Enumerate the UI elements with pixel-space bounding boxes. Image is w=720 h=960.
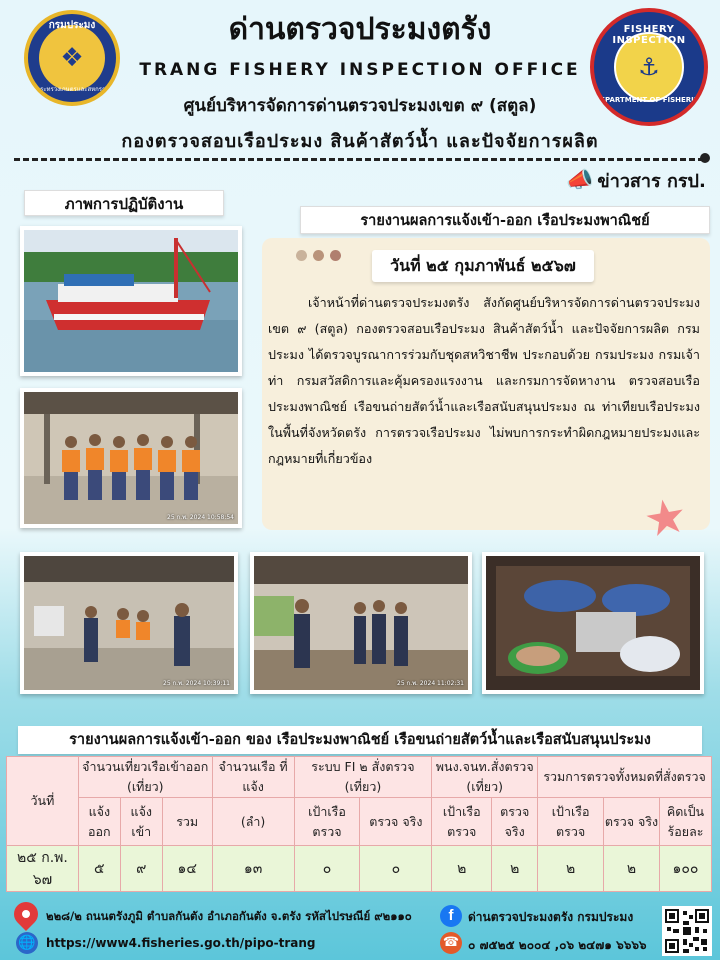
photo-pier-briefing [20, 552, 238, 694]
starfish-icon: ★ [639, 486, 692, 550]
seal-left-bottom-text: กระทรวงเกษตรและสหกรณ์ [36, 86, 108, 93]
center-subtitle: ศูนย์บริหารจัดการด่านตรวจประมงเขต ๙ (สตูล) [183, 96, 537, 116]
photo-timestamp: 25 ก.พ. 2024 10:58:54 [167, 513, 234, 521]
badge-top-text: FISHERY INSPECTION [612, 24, 686, 46]
stats-table [6, 756, 712, 892]
cell-pnc-target: ๒ [432, 846, 492, 892]
footer-address: ๒๒๘/๒ ถนนตรังภูมิ ตำบลกันตัง อำเภอกันตัง จ.ตรัง รหัสไปรษณีย์ ๙๒๑๑๐ [46, 909, 412, 923]
photo-officers-meeting [250, 552, 472, 694]
subheader-pnc-target: เป้าเรือ ตรวจ [432, 798, 492, 846]
header-day: วันที่ [7, 757, 79, 846]
header-fi2: ระบบ FI ๒ สั่งตรวจ (เที่ยว) [294, 757, 432, 798]
photo-fishing-boat [20, 226, 242, 376]
officers-meeting-image [254, 556, 468, 690]
badge-bottom-text: DEPARTMENT OF FISHERIES [594, 96, 704, 104]
globe-icon: 🌐 [16, 932, 38, 954]
facebook-icon[interactable]: f [440, 905, 462, 927]
divider-end-dot [700, 153, 710, 163]
dot-icon [313, 250, 324, 261]
subheader-out: แจ้ง ออก [78, 798, 120, 846]
cell-boats: ๑๓ [212, 846, 294, 892]
table-row [7, 846, 712, 892]
anchor-wings-icon: ⚓ [614, 32, 684, 102]
pier-briefing-image [24, 556, 234, 690]
deity-emblem-icon: ❖ [39, 25, 105, 91]
dot-icon [330, 250, 341, 261]
qr-code[interactable] [662, 906, 712, 956]
division-subtitle: กองตรวจสอบเรือประมง สินค้าสัตว์น้ำ และปัจจัยการผลิต [121, 131, 599, 152]
cell-out: ๕ [78, 846, 120, 892]
photo-catch-inspection [482, 552, 704, 694]
cell-sum: ๑๔ [162, 846, 212, 892]
subheader-total-actual: ตรวจ จริง [604, 798, 660, 846]
table-subheader-row [7, 798, 712, 846]
cell-total-actual: ๒ [604, 846, 660, 892]
header-divider [14, 158, 704, 161]
office-title-thai: ด่านตรวจประมงตรัง [228, 12, 492, 47]
decorative-dots [296, 250, 341, 261]
subheader-total-target: เป้าเรือ ตรวจ [538, 798, 604, 846]
header-pnc: พนง.จนท.สั่งตรวจ (เที่ยว) [432, 757, 538, 798]
cell-in: ๙ [120, 846, 162, 892]
dot-icon [296, 250, 307, 261]
photo-inspection-team [20, 388, 242, 528]
location-pin-icon [9, 897, 43, 931]
cell-fi2-actual: ๐ [360, 846, 432, 892]
subheader-in: แจ้ง เข้า [120, 798, 162, 846]
header-total: รวมการตรวจทั้งหมดที่สั่งตรวจ [538, 757, 712, 798]
office-title-english: TRANG FISHERY INSPECTION OFFICE [139, 60, 581, 80]
subheader-pnc-actual: ตรวจ จริง [492, 798, 538, 846]
header-boats: จำนวนเรือ ที่แจ้ง [212, 757, 294, 798]
seal-left-top-text: กรมประมง [48, 20, 96, 31]
subheader-sum: รวม [162, 798, 212, 846]
news-tag-label: ข่าวสาร กรป. [597, 171, 706, 192]
photo-timestamp: 25 ก.พ. 2024 11:02:31 [397, 679, 464, 687]
subheader-fi2-target: เป้าเรือ ตรวจ [294, 798, 360, 846]
footer-facebook-link[interactable]: ด่านตรวจประมงตรัง กรมประมง [468, 910, 634, 924]
stats-table-title: รายงานผลการแจ้งเข้า-ออก ของ เรือประมงพาณิชย์ เรือขนถ่ายสัตว์น้ำและเรือสนับสนุนประมง [18, 726, 702, 754]
inspection-team-image [24, 392, 238, 524]
phone-icon: ☎ [440, 932, 462, 954]
megaphone-icon: 📣 [566, 168, 594, 193]
subheader-fi2-actual: ตรวจ จริง [360, 798, 432, 846]
fishery-inspection-badge [590, 8, 708, 126]
report-label: รายงานผลการแจ้งเข้า-ออก เรือประมงพาณิชย์ [300, 206, 710, 234]
photo-timestamp: 25 ก.พ. 2024 10:39:11 [163, 679, 230, 687]
footer-website-link[interactable]: https://www4.fisheries.go.th/pipo-trang [46, 936, 316, 950]
report-body: เจ้าหน้าที่ด่านตรวจประมงตรัง สังกัดศูนย์บริหารจัดการด่านตรวจประมง เขต ๙ (สตูล) กองตรวจสอบเรือประมง สินค้าสัตว์น้ำ และปัจจัยการผลิต กรมประมง ได้ตรวจบูรณาการร่วมกับชุดสหวิชาชีพ ประกอบด้วย กรมประมง กรมเจ้าท่า กรมสวัสดิการและคุ้มครองแรงงาน และกรมการจัดหางาน ตรวจสอบเรือประมงพาณิชย์ เรือขนถ่ายสัตว์น้ำและเรือสนับสนุนประมง ณ ท่าเทียบเรือประมงในพื้นที่จังหวัดตรัง การตรวจเรือประมง ไม่พบการกระทำผิดกฎหมายประมงและกฎหมายที่เกี่ยวข้อง [268, 295, 700, 466]
cell-total-pct: ๑๐๐ [659, 846, 711, 892]
news-tag [566, 166, 706, 195]
catch-inspection-image [486, 556, 700, 690]
subheader-unit: (ลำ) [212, 798, 294, 846]
subheader-total-pct: คิดเป็น ร้อยละ [659, 798, 711, 846]
cell-pnc-actual: ๒ [492, 846, 538, 892]
report-date: วันที่ ๒๕ กุมภาพันธ์ ๒๕๖๗ [372, 250, 594, 282]
header-trips: จำนวนเที่ยวเรือเข้าออก (เที่ยว) [78, 757, 212, 798]
operations-label: ภาพการปฏิบัติงาน [24, 190, 224, 216]
fishing-boat-image [24, 230, 238, 372]
cell-fi2-target: ๐ [294, 846, 360, 892]
cell-day: ๒๕ ก.พ. ๖๗ [7, 846, 79, 892]
cell-total-target: ๒ [538, 846, 604, 892]
footer-phone: ๐ ๗๕๒๕ ๒๐๐๔ ,๐๖ ๒๔๗๑ ๖๖๖๖ [468, 938, 647, 952]
table-header-row [7, 757, 712, 798]
